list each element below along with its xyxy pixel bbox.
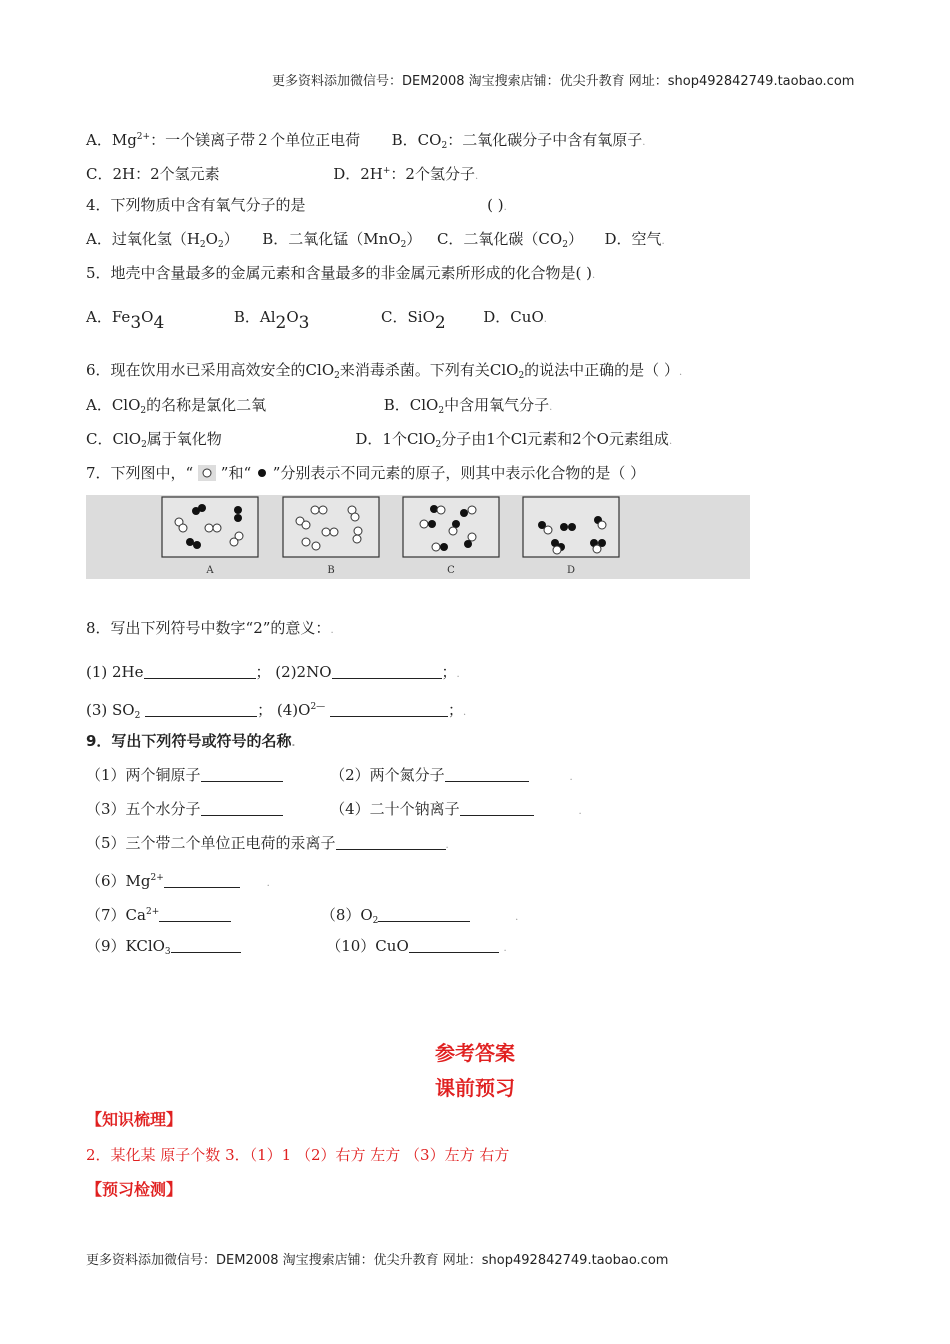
- molecule-diagram: [86, 495, 750, 579]
- q9-row-1: （1）两个铜原子 （2）两个氮分子 .: [86, 766, 573, 784]
- page-header: 更多资料添加微信号：DEM2008 淘宝搜索店铺：优尖升教育 网址：shop492842749.taobao.com: [272, 74, 855, 89]
- q7-stem: 7．下列图中，“ ”和“ ”分别表示不同元素的原子，则其中表示化合物的是（ ）: [86, 464, 646, 482]
- q5-options: A．Fe3O4 B．Al2O3 C．SiO2 D．CuO.: [86, 308, 547, 333]
- answers-subtitle: 课前预习: [435, 1076, 515, 1100]
- q8-stem: 8．写出下列符号中数字“2”的意义：.: [86, 619, 334, 637]
- q4-stem: 4．下列物质中含有氧气分子的是 ( ).: [86, 196, 507, 214]
- black-atom-icon: [256, 465, 268, 481]
- section-preview-check: 【预习检测】: [86, 1180, 183, 1199]
- q9-row-6: （9）KClO$_3$ （10）CuO .: [86, 937, 507, 957]
- q3-options-ab: A．$Mg^{2+}$：一个镁离子带２个单位正电荷 B．$CO_2$：二氧化碳分子中含有氧原子.: [86, 131, 646, 151]
- white-atom-icon: [198, 465, 216, 481]
- label-a: A: [206, 565, 214, 576]
- q5-stem: 5．地壳中含量最多的金属元素和含量最多的非金属元素所形成的化合物是( ).: [86, 264, 596, 282]
- section-knowledge: 【知识梳理】: [86, 1110, 183, 1129]
- q4-options: A．过氧化氢$(H_2O_2)$ B．二氧化锰（MnO$_2$） C．二氧化碳$(CO_2)$ D．空气.: [86, 230, 665, 250]
- q9-row-2: （3）五个水分子 （4）二十个钠离子 .: [86, 800, 582, 818]
- q9-row-4: $(6)Mg^{2+}$ .: [86, 872, 270, 890]
- label-c: C: [447, 565, 455, 576]
- answers-title: 参考答案: [435, 1041, 515, 1065]
- answer-line-1: 2．某化某 原子个数 3．（1）1 （2）右方 左方 （3）左方 右方: [86, 1146, 510, 1164]
- q8-blanks-1: (1) 2He ； (2)2NO ；.: [86, 663, 460, 681]
- q9-row-3: （5）三个带二个单位正电荷的汞离子 .: [86, 834, 449, 852]
- q6-options-cd: C．ClO$_2$属于氧化物 D．1个ClO$_2$分子由1个Cl元素和2个O元素组成.: [86, 430, 673, 450]
- q9-row-5: $(7)Ca^{2+}$ $(8)O_2$ .: [86, 906, 519, 926]
- label-b: B: [327, 565, 335, 576]
- label-d: D: [566, 565, 576, 576]
- page-footer: 更多资料添加微信号：DEM2008 淘宝搜索店铺：优尖升教育 网址：shop492842749.taobao.com: [86, 1253, 669, 1268]
- q9-stem: 9．写出下列符号或符号的名称.: [86, 732, 296, 750]
- q6-options-ab: A．ClO$_2$的名称是氯化二氧 B．ClO$_2$中含用氧气分子.: [86, 396, 553, 416]
- q8-blanks-2: (3) $SO_2$ ； $(4)O^{2—}$ ；.: [86, 701, 467, 721]
- q6-stem: 6．现在饮用水已采用高效安全的ClO$_2$来消毒杀菌。下列有关ClO$_2$的说法中正确的是（ ）.: [86, 361, 683, 381]
- q3-options-cd: C．2H：2个氢元素 D．2H+：2个氢分子.: [86, 165, 479, 183]
